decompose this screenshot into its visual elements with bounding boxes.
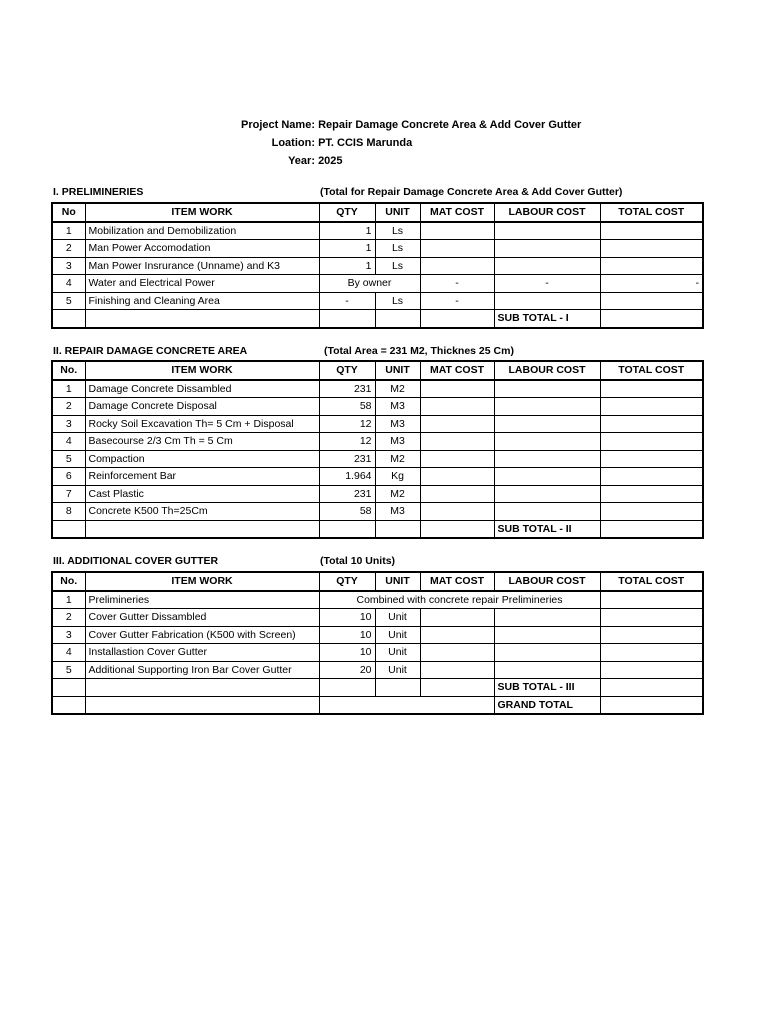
table-row	[52, 485, 703, 503]
col-qty: QTY	[319, 361, 375, 380]
row-no: 8	[52, 503, 85, 521]
row-mat: -	[420, 292, 494, 310]
col-unit: UNIT	[375, 572, 420, 591]
row-item: Compaction	[85, 450, 319, 468]
row-labour: -	[494, 275, 600, 293]
row-combined-note: Combined with concrete repair Prelimineries	[319, 591, 600, 609]
location-line	[195, 134, 581, 152]
row-no: 3	[52, 626, 85, 644]
row-no: 3	[52, 257, 85, 275]
table-row	[52, 398, 703, 416]
col-total: TOTAL COST	[600, 572, 703, 591]
row-qty: 1	[319, 240, 375, 258]
col-mat: MAT COST	[420, 203, 494, 222]
row-no: 3	[52, 415, 85, 433]
table-row	[52, 257, 703, 275]
row-qty: 231	[319, 485, 375, 503]
col-qty: QTY	[319, 203, 375, 222]
subtotal-label: SUB TOTAL - II	[494, 520, 600, 538]
row-item: Basecourse 2/3 Cm Th = 5 Cm	[85, 433, 319, 451]
row-mat	[420, 240, 494, 258]
subtotal-row	[52, 310, 703, 328]
row-qty: 20	[319, 661, 375, 679]
row-no: 5	[52, 450, 85, 468]
table-row	[52, 292, 703, 310]
section1-header-row	[52, 203, 703, 222]
col-mat: MAT COST	[420, 572, 494, 591]
row-no: 2	[52, 609, 85, 627]
row-item: Reinforcement Bar	[85, 468, 319, 486]
row-total	[600, 292, 703, 310]
row-total: -	[600, 275, 703, 293]
row-qty: 1.964	[319, 468, 375, 486]
row-item: Additional Supporting Iron Bar Cover Gutter	[85, 661, 319, 679]
row-item: Cast Plastic	[85, 485, 319, 503]
col-labour: LABOUR COST	[494, 361, 600, 380]
table-row	[52, 626, 703, 644]
col-item: ITEM WORK	[85, 572, 319, 591]
table-row	[52, 380, 703, 398]
col-total: TOTAL COST	[600, 203, 703, 222]
table-row	[52, 503, 703, 521]
row-unit: Unit	[375, 626, 420, 644]
table-row	[52, 450, 703, 468]
row-item: Damage Concrete Dissambled	[85, 380, 319, 398]
project-name-label: Project Name:	[241, 119, 315, 131]
row-qty: By owner	[319, 275, 420, 293]
section1-table	[51, 202, 704, 329]
row-unit: M3	[375, 398, 420, 416]
row-qty: 1	[319, 257, 375, 275]
row-no: 4	[52, 644, 85, 662]
row-item: Finishing and Cleaning Area	[85, 292, 319, 310]
col-total: TOTAL COST	[600, 361, 703, 380]
subtotal-row	[52, 520, 703, 538]
table-row	[52, 433, 703, 451]
row-no: 4	[52, 433, 85, 451]
row-qty: 12	[319, 415, 375, 433]
row-item: Cover Gutter Fabrication (K500 with Screen)	[85, 626, 319, 644]
section2-note: (Total Area = 231 M2, Thicknes 25 Cm)	[324, 345, 514, 357]
row-unit: M2	[375, 450, 420, 468]
section1-title: I. PRELIMINERIES	[53, 186, 144, 198]
col-item: ITEM WORK	[85, 361, 319, 380]
section3-title: III. ADDITIONAL COVER GUTTER	[53, 555, 219, 567]
row-mat	[420, 257, 494, 275]
row-item: Man Power Accomodation	[85, 240, 319, 258]
row-item: Cover Gutter Dissambled	[85, 609, 319, 627]
row-mat	[420, 222, 494, 240]
row-mat: -	[420, 275, 494, 293]
col-no: No	[52, 203, 85, 222]
row-item: Water and Electrical Power	[85, 275, 319, 293]
year-label: Year:	[288, 155, 315, 167]
year-value: 2025	[318, 155, 343, 167]
table-row	[52, 644, 703, 662]
row-unit: Unit	[375, 644, 420, 662]
table-row	[52, 591, 703, 609]
subtotal-value	[600, 520, 703, 538]
section3-table	[51, 571, 704, 715]
row-total	[600, 222, 703, 240]
row-labour	[494, 257, 600, 275]
row-qty: 58	[319, 398, 375, 416]
table-row	[52, 222, 703, 240]
row-item: Rocky Soil Excavation Th= 5 Cm + Disposal	[85, 415, 319, 433]
section2-table	[51, 360, 704, 539]
row-unit: Ls	[375, 222, 420, 240]
subtotal-label: SUB TOTAL - I	[494, 310, 600, 328]
row-qty: 10	[319, 644, 375, 662]
col-mat: MAT COST	[420, 361, 494, 380]
table-row	[52, 468, 703, 486]
row-qty: 1	[319, 222, 375, 240]
col-unit: UNIT	[375, 361, 420, 380]
row-unit: M2	[375, 380, 420, 398]
project-name-line	[195, 116, 581, 134]
section3-note: (Total 10 Units)	[320, 555, 396, 567]
table-row	[52, 275, 703, 293]
row-item: Man Power Insrurance (Unname) and K3	[85, 257, 319, 275]
col-no: No.	[52, 361, 85, 380]
section2-header-row	[52, 361, 703, 380]
row-no: 1	[52, 591, 85, 609]
row-labour	[494, 222, 600, 240]
row-no: 1	[52, 222, 85, 240]
grand-total-row	[52, 696, 703, 714]
row-unit: M2	[375, 485, 420, 503]
section3-header-row	[52, 572, 703, 591]
row-qty: 10	[319, 626, 375, 644]
row-unit: Unit	[375, 609, 420, 627]
col-labour: LABOUR COST	[494, 203, 600, 222]
table-row	[52, 415, 703, 433]
row-unit: Unit	[375, 661, 420, 679]
row-total	[600, 257, 703, 275]
location-value: PT. CCIS Marunda	[318, 137, 413, 149]
project-header	[195, 116, 581, 170]
location-label: Loation:	[271, 137, 315, 149]
row-labour	[494, 240, 600, 258]
row-item: Mobilization and Demobilization	[85, 222, 319, 240]
row-item: Damage Concrete Disposal	[85, 398, 319, 416]
row-qty: 12	[319, 433, 375, 451]
col-unit: UNIT	[375, 203, 420, 222]
row-unit: M3	[375, 415, 420, 433]
section1-note: (Total for Repair Damage Concrete Area & Add Cover Gutter)	[320, 186, 623, 198]
row-unit: M3	[375, 433, 420, 451]
year-line	[195, 152, 581, 170]
row-no: 5	[52, 292, 85, 310]
row-item: Concrete K500 Th=25Cm	[85, 503, 319, 521]
subtotal-value	[600, 679, 703, 697]
row-qty: 10	[319, 609, 375, 627]
row-no: 7	[52, 485, 85, 503]
col-qty: QTY	[319, 572, 375, 591]
subtotal-row	[52, 679, 703, 697]
table-row	[52, 661, 703, 679]
row-no: 5	[52, 661, 85, 679]
row-no: 4	[52, 275, 85, 293]
col-item: ITEM WORK	[85, 203, 319, 222]
row-unit: M3	[375, 503, 420, 521]
row-unit: Kg	[375, 468, 420, 486]
grand-total-value	[600, 696, 703, 714]
row-qty: 231	[319, 380, 375, 398]
subtotal-value	[600, 310, 703, 328]
row-qty: -	[319, 292, 375, 310]
table-row	[52, 609, 703, 627]
row-unit: Ls	[375, 257, 420, 275]
project-name-value: Repair Damage Concrete Area & Add Cover Gutter	[318, 119, 582, 131]
row-no: 2	[52, 398, 85, 416]
row-item: Prelimineries	[85, 591, 319, 609]
row-qty: 58	[319, 503, 375, 521]
grand-total-label: GRAND TOTAL	[494, 696, 600, 714]
col-no: No.	[52, 572, 85, 591]
row-no: 2	[52, 240, 85, 258]
table-row	[52, 240, 703, 258]
row-no: 6	[52, 468, 85, 486]
row-no: 1	[52, 380, 85, 398]
row-unit: Ls	[375, 292, 420, 310]
section2-title: II. REPAIR DAMAGE CONCRETE AREA	[53, 345, 248, 357]
subtotal-label: SUB TOTAL - III	[494, 679, 600, 697]
row-unit: Ls	[375, 240, 420, 258]
row-qty: 231	[319, 450, 375, 468]
row-total	[600, 240, 703, 258]
row-item: Installastion Cover Gutter	[85, 644, 319, 662]
row-labour	[494, 292, 600, 310]
col-labour: LABOUR COST	[494, 572, 600, 591]
